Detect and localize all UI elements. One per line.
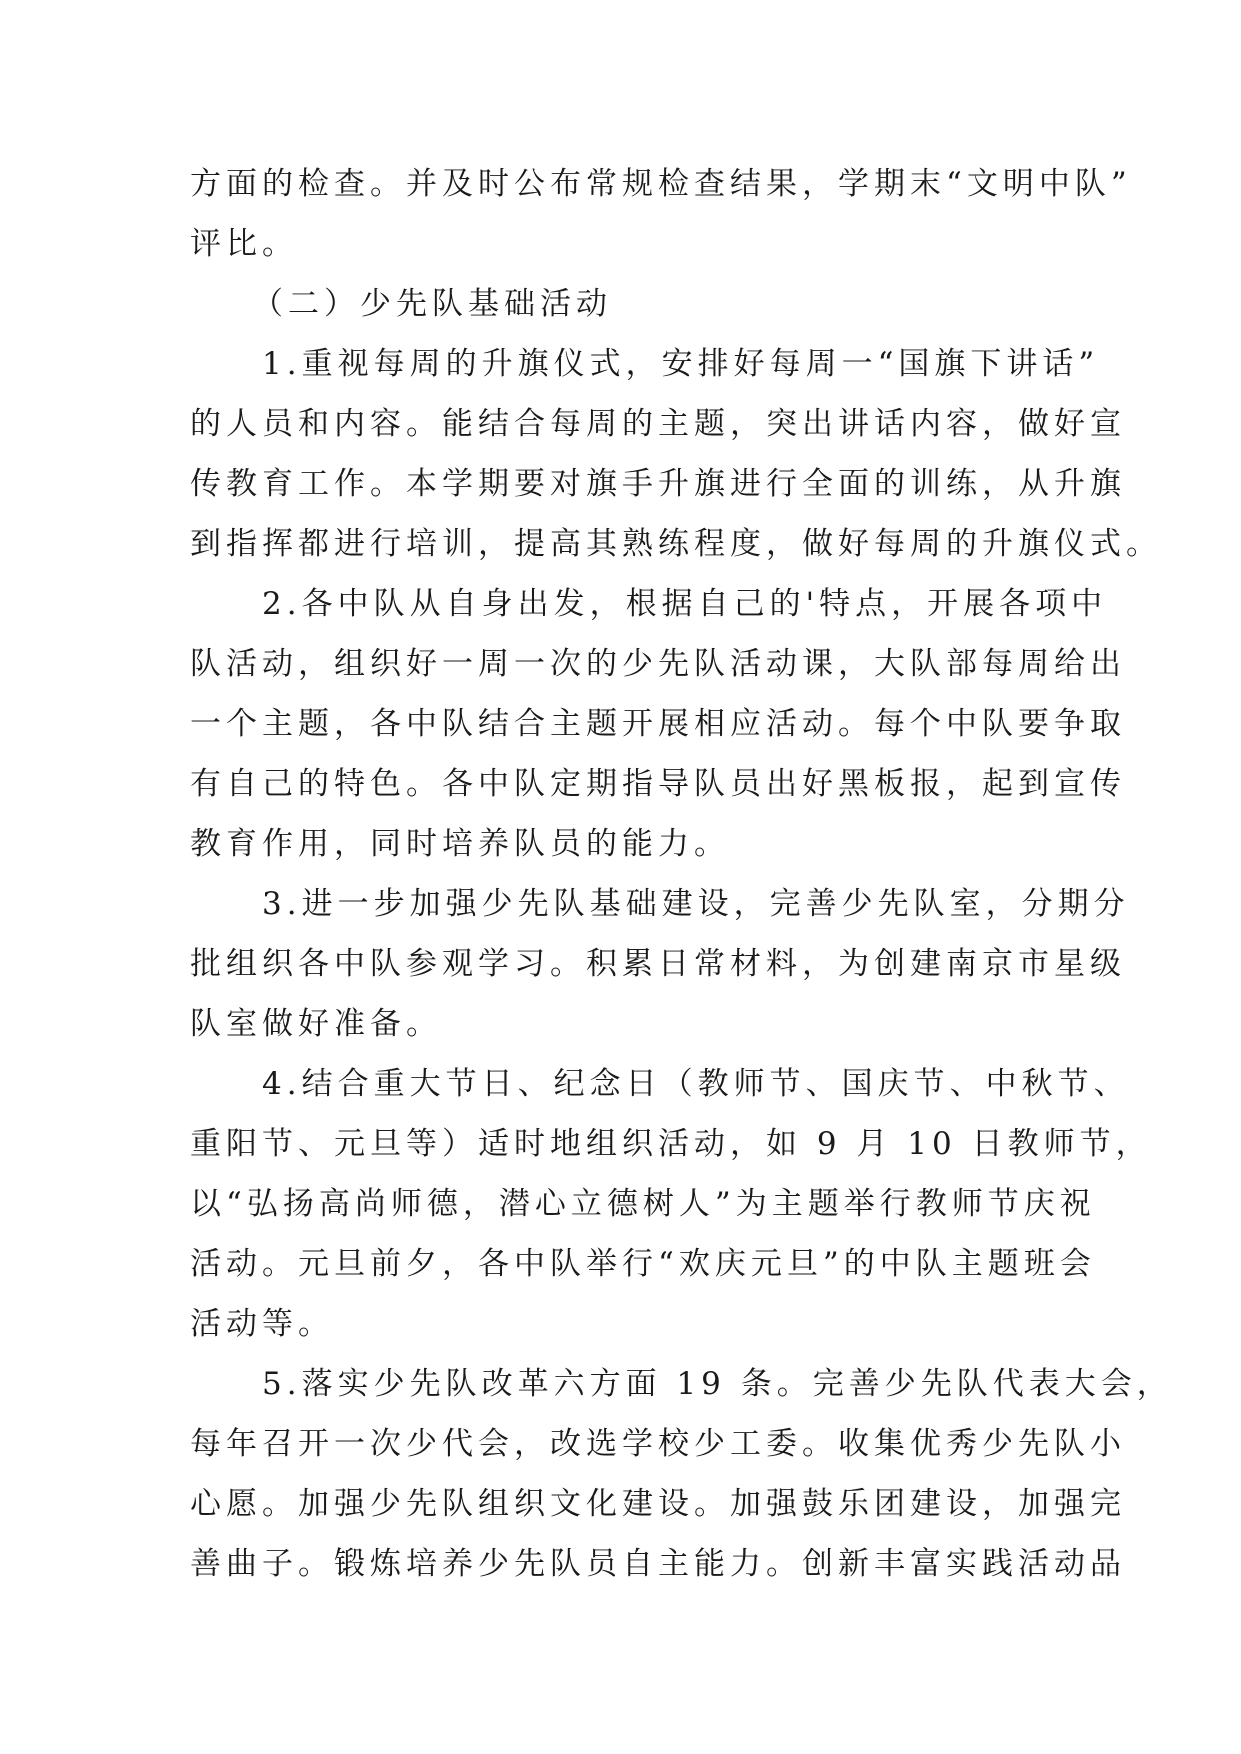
text-line: 3.进一步加强少先队基础建设，完善少先队室，分期分 [262, 886, 1130, 922]
section-heading: （二）少先队基础活动 [252, 286, 612, 322]
text-line: 一个主题，各中队结合主题开展相应活动。每个中队要争取 [190, 706, 1126, 742]
text-line: 批组织各中队参观学习。积累日常材料，为创建南京市星级 [190, 946, 1126, 982]
text-line: 的人员和内容。能结合每周的主题，突出讲话内容，做好宣 [190, 406, 1126, 442]
text-line: 传教育工作。本学期要对旗手升旗进行全面的训练，从升旗 [190, 466, 1126, 502]
text-line: 每年召开一次少代会，改选学校少工委。收集优秀少先队小 [190, 1426, 1126, 1462]
text-line: 2.各中队从自身出发，根据自己的'特点，开展各项中 [262, 586, 1108, 622]
text-line: 1.重视每周的升旗仪式，安排好每周一“国旗下讲话” [262, 346, 1100, 382]
text-line: 活动等。 [190, 1306, 334, 1342]
text-line: 善曲子。锻炼培养少先队员自主能力。创新丰富实践活动品 [190, 1546, 1126, 1582]
text-line: 到指挥都进行培训，提高其熟练程度，做好每周的升旗仪式。 [190, 526, 1162, 562]
text-line: 方面的检查。并及时公布常规检查结果，学期末“文明中队” [190, 166, 1132, 202]
text-line: 5.落实少先队改革六方面 19 条。完善少先队代表大会， [262, 1366, 1173, 1402]
text-line: 有自己的特色。各中队定期指导队员出好黑板报，起到宣传 [190, 766, 1126, 802]
text-line: 4.结合重大节日、纪念日（教师节、国庆节、中秋节、 [262, 1066, 1130, 1102]
text-line: 队活动，组织好一周一次的少先队活动课，大队部每周给出 [190, 646, 1126, 682]
text-line: 教育作用，同时培养队员的能力。 [190, 826, 730, 862]
text-line: 队室做好准备。 [190, 1006, 442, 1042]
text-line: 心愿。加强少先队组织文化建设。加强鼓乐团建设，加强完 [190, 1486, 1126, 1522]
text-line: 重阳节、元旦等）适时地组织活动，如 9 月 10 日教师节， [190, 1126, 1152, 1162]
text-line: 以“弘扬高尚师德，潜心立德树人”为主题举行教师节庆祝 [190, 1186, 1096, 1222]
text-line: 评比。 [190, 226, 298, 262]
text-line: 活动。元旦前夕，各中队举行“欢庆元旦”的中队主题班会 [190, 1246, 1096, 1282]
